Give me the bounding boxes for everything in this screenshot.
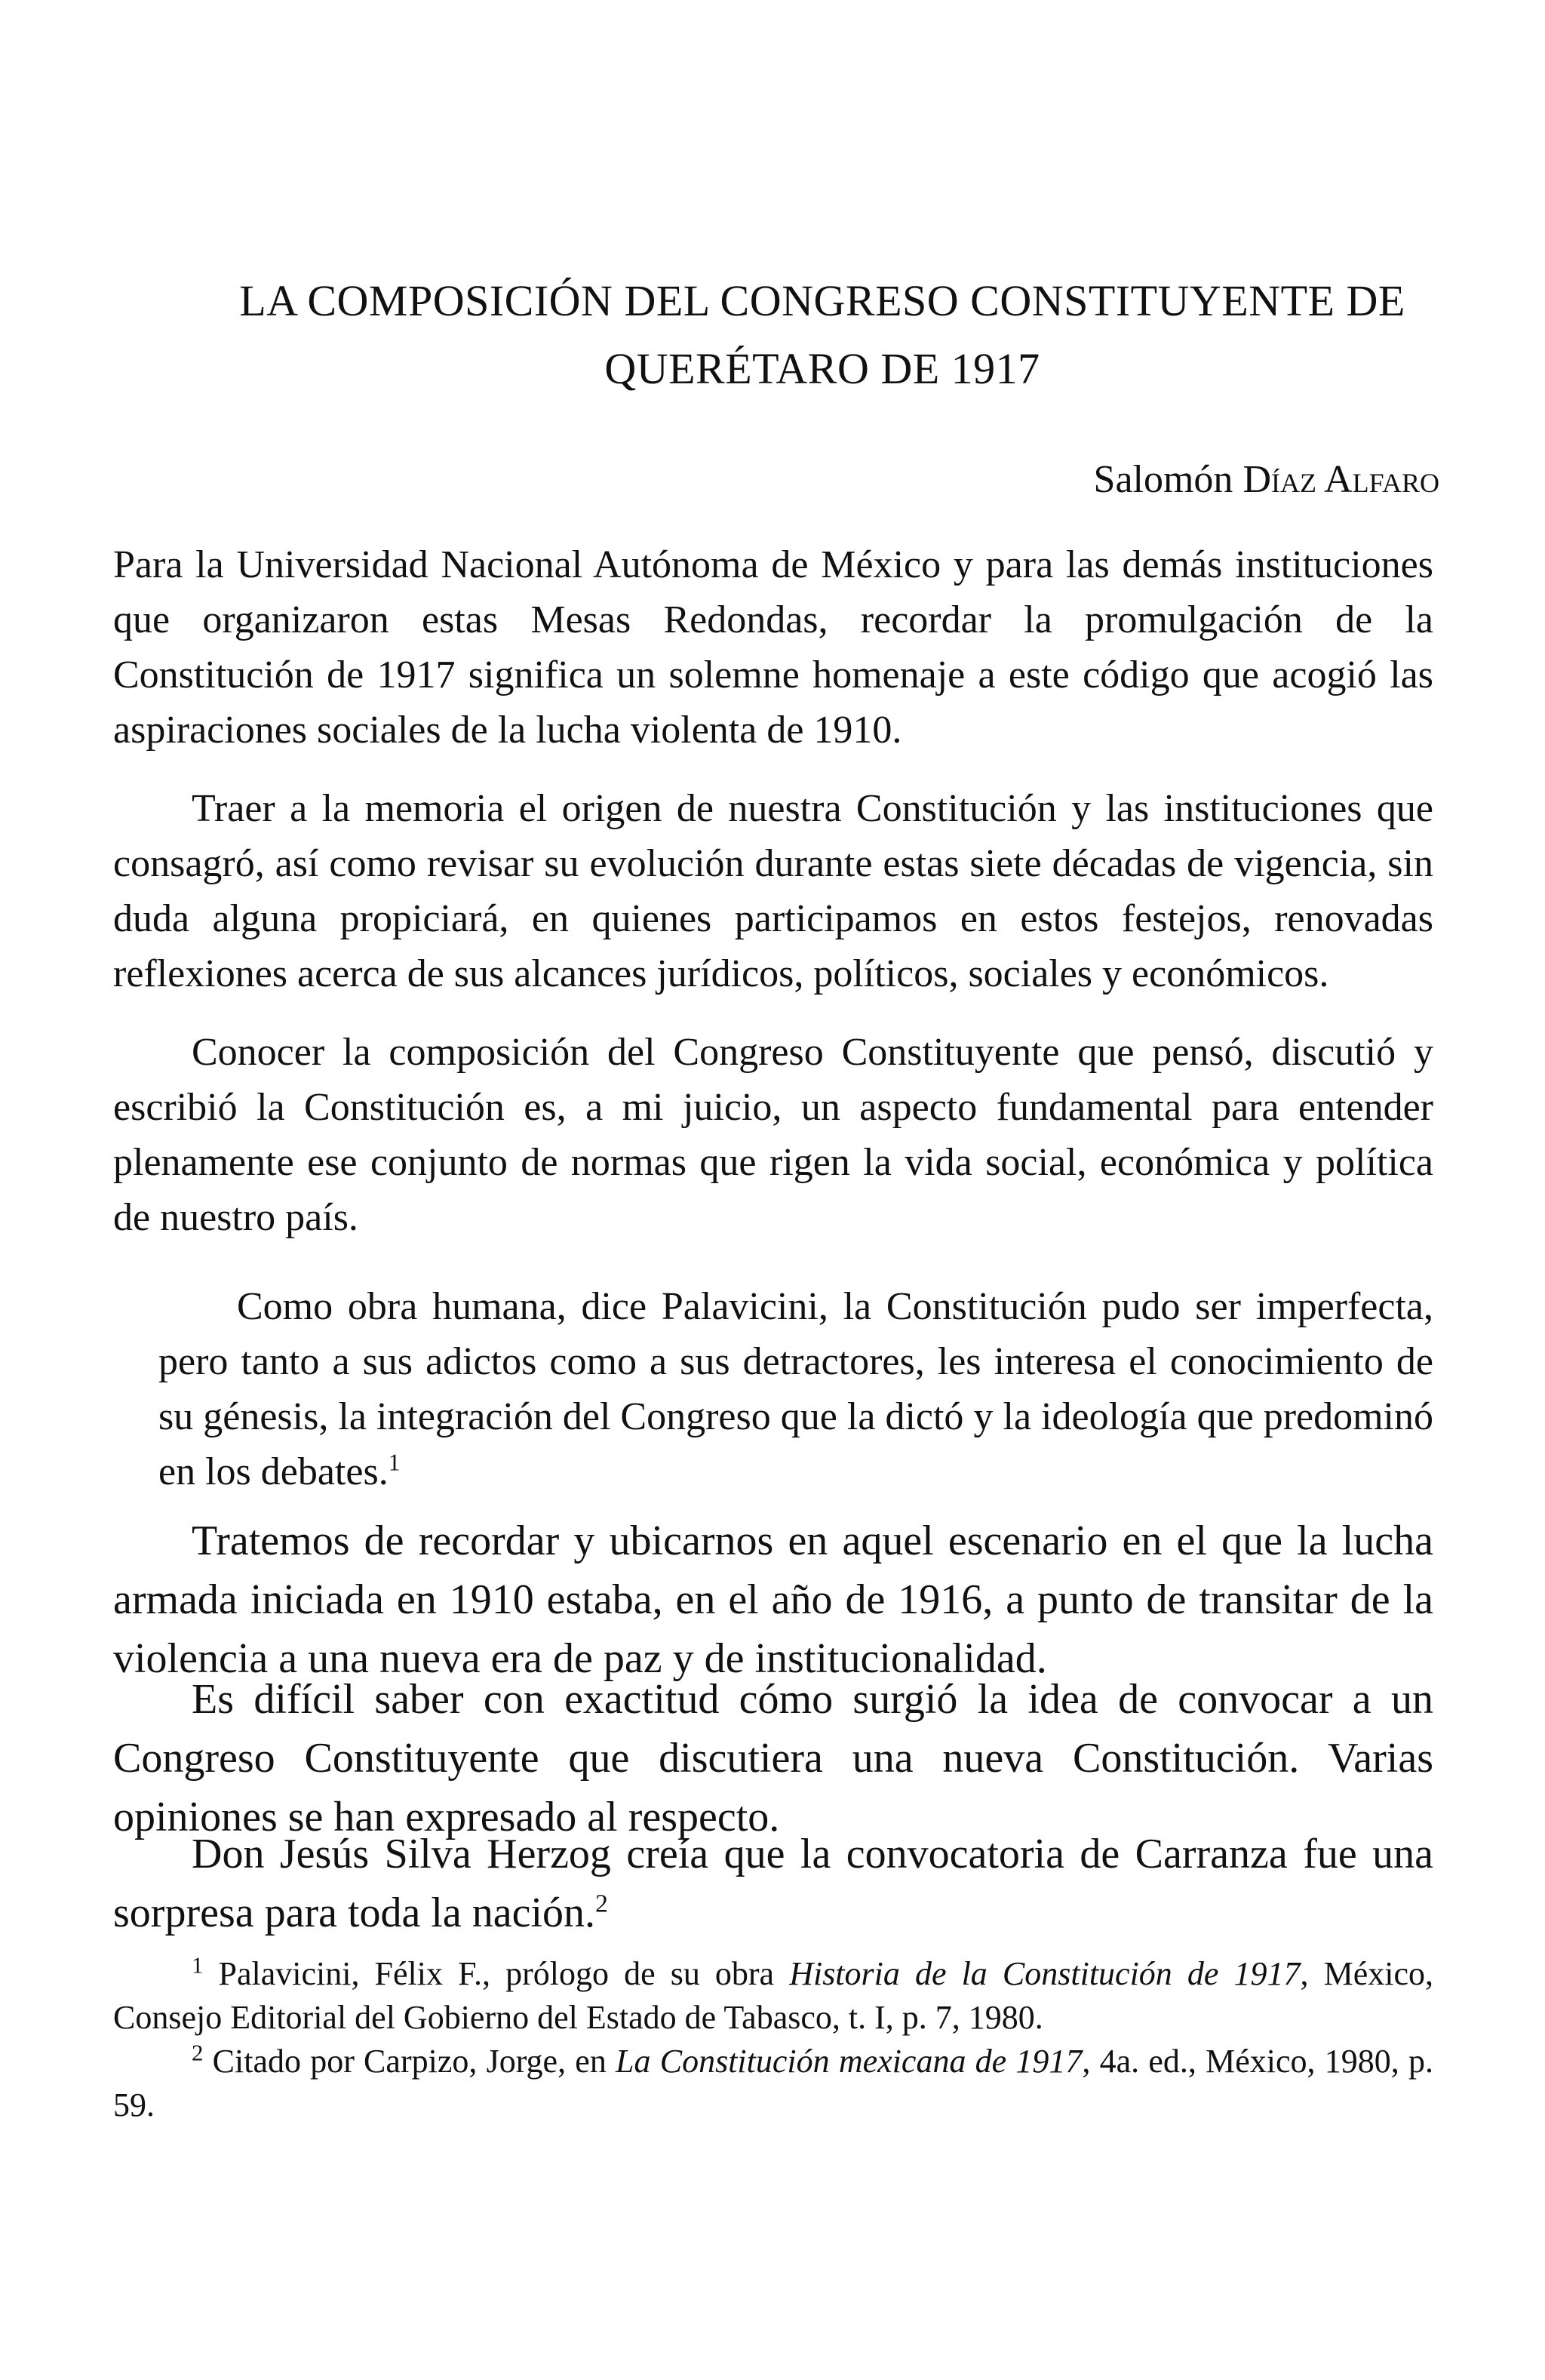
author-last-name: Díaz Alfaro (1242, 458, 1439, 501)
author-name (1094, 457, 1439, 502)
block-quote-text: Como obra humana, dice Palavicini, la Constitución pudo ser imperfecta, pero tanto a sus adictos como a sus detractores, les interesa el conocimiento de su génesis, la integración del Congreso que la dictó y la ideología que predominó en los debates. (158, 1285, 1433, 1493)
footnote-text: , México, Consejo Editorial del Gobierno del Estado de Tabasco, t. I, p. 7, 1980. (113, 1955, 1433, 2036)
paragraph-6-text: Don Jesús Silva Herzog creía que la convocatoria de Carranza fue una sorpresa para toda la nación. (113, 1831, 1433, 1936)
footnote-ref-1: 1 (388, 1449, 401, 1476)
footnote-ref-2: 2 (595, 1890, 608, 1918)
footnote-2 (113, 2040, 1433, 2127)
paragraph-3: Conocer la composición del Congreso Constituyente que pensó, discutió y escribió la Constitución es, a mi juicio, un aspecto fundamental para entender plenamente ese conjunto de normas que rigen la vida social, económica y política de nuestro país. (113, 1031, 1433, 1239)
footnote-1 (113, 1952, 1433, 2040)
footnotes (113, 1952, 1433, 2127)
title-line-2: QUERÉTARO DE 1917 (604, 344, 1040, 393)
paragraph-2: Traer a la memoria el origen de nuestra Constitución y las instituciones que consagró, así como revisar su evolución durante estas siete décadas de vigencia, sin duda alguna propiciará, en quienes participamos en estos festejos, renovadas reflexiones acerca de sus alcances jurídicos, políticos, sociales y económicos. (113, 787, 1433, 995)
paragraph-4: Tratemos de recordar y ubicarnos en aquel escenario en el que la lucha armada iniciada en 1910 estaba, en el año de 1916, a punto de transitar de la violencia a una nueva era de paz y de institucionalidad. (113, 1517, 1433, 1682)
footnote-text: Citado por Carpizo, Jorge, en (212, 2043, 616, 2080)
footnote-text: Palavicini, Félix F., prólogo de su obra (218, 1955, 790, 1992)
author-first-name: Salomón (1093, 458, 1233, 501)
paragraph-6 (113, 1825, 1433, 1942)
footnote-number: 1 (192, 1952, 204, 1979)
paragraph-5: Es difícil saber con exactitud cómo surgió la idea de convocar a un Congreso Constituyente que discutiera una nueva Constitución. Varias opiniones se han expresado al respecto. (113, 1676, 1433, 1840)
footnote-title: Historia de la Constitución de 1917 (789, 1955, 1301, 1992)
footnote-number: 2 (192, 2040, 204, 2066)
footnote-title: La Constitución mexicana de 1917 (616, 2043, 1083, 2080)
block-quote (158, 1279, 1433, 1499)
paragraph-1: Para la Universidad Nacional Autónoma de México y para las demás instituciones que organizaron estas Mesas Redondas, recordar la promulgación de la Constitución de 1917 significa un solemne homenaje a este código que acogió las aspiraciones sociales de la lucha violenta de 1910. (113, 543, 1433, 752)
title-line-1: LA COMPOSICIÓN DEL CONGRESO CONSTITUYENTE DE (239, 276, 1405, 325)
footnote-text: , 4a. ed., México, 1980, p. 59. (113, 2043, 1433, 2123)
